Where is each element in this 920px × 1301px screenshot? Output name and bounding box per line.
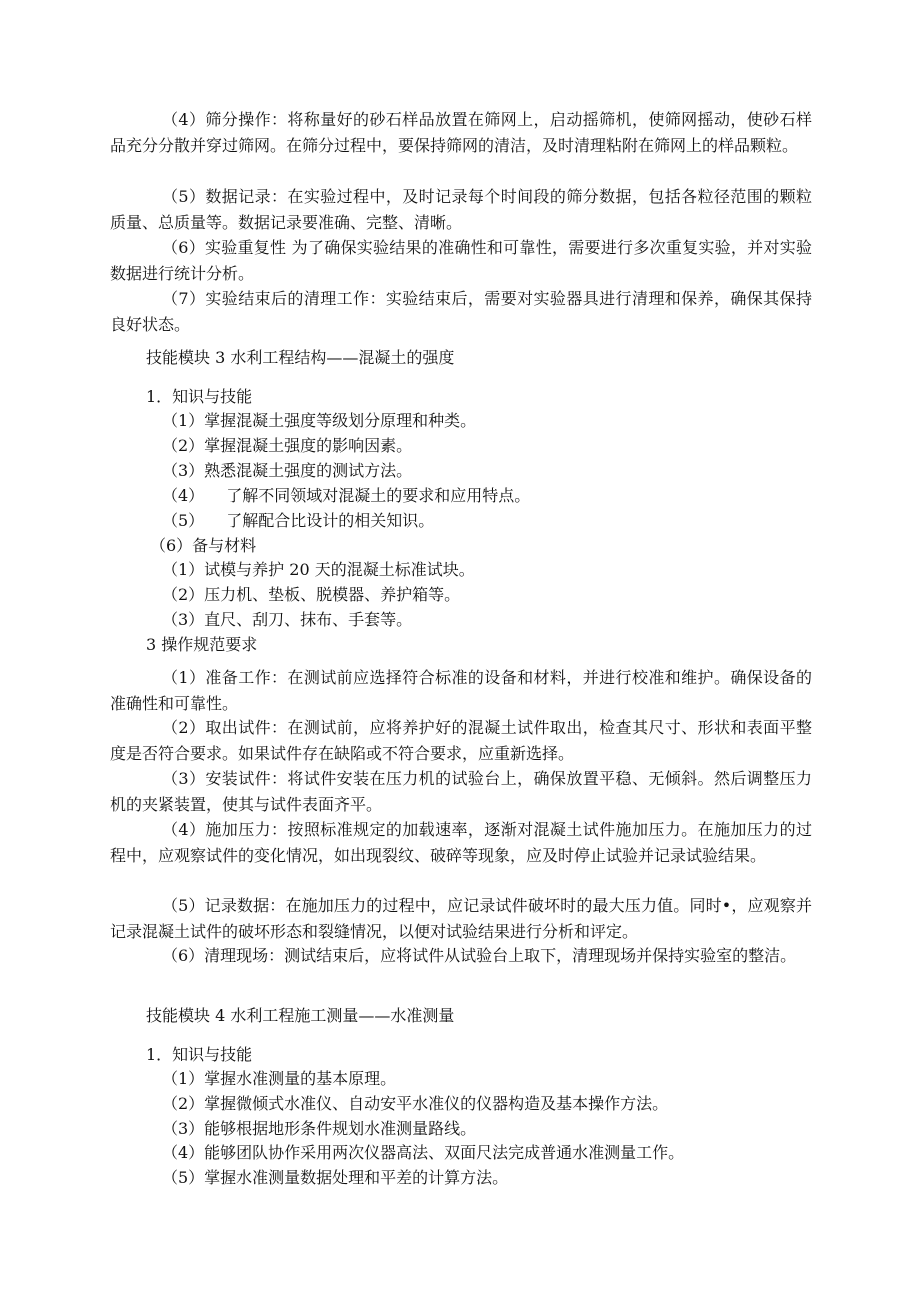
module4-title: 技能模块 4 水利工程施工测量——水准测量 (146, 1006, 455, 1025)
module3-knowledge-2: （2）掌握混凝土强度的影响因素。 (162, 436, 413, 455)
module3-op-6: （6）清理现场：测试结束后，应将试件从试验台上取下，清理现场并保持实验室的整洁。 (162, 946, 797, 965)
module4-knowledge-2: （2）掌握微倾式水准仪、自动安平水准仪的仪器构造及基本操作方法。 (162, 1094, 669, 1113)
module3-material-2: （2）压力机、垫板、脱模器、养护箱等。 (162, 585, 461, 604)
module3-materials-heading: （6）备与材料 (150, 536, 257, 555)
module3-op-1: （1）准备工作：在测试前应选择符合标准的设备和材料，并进行校准和维护。确保设备的准确性和可靠性。 (110, 668, 812, 713)
module4-knowledge-1: （1）掌握水准测量的基本原理。 (162, 1069, 397, 1088)
sieve-item-6: （6）实验重复性 为了确保实验结果的准确性和可靠性，需要进行多次重复实验，并对实验数据进行统计分析。 (110, 238, 812, 283)
module3-op-5: （5）记录数据：在施加压力的过程中，应记录试件破坏时的最大压力值。同时•，应观察并记录混凝土试件的破坏形态和裂缝情况，以便对试验结果进行分析和评定。 (110, 896, 812, 941)
module3-op-2: （2）取出试件：在测试前，应将养护好的混凝土试件取出，检查其尺寸、形状和表面平整度是否符合要求。如果试件存在缺陷或不符合要求，应重新选择。 (110, 718, 812, 763)
module3-ops-heading: 3 操作规范要求 (146, 635, 258, 654)
module3-knowledge-heading: 1．知识与技能 (146, 387, 253, 406)
module3-title: 技能模块 3 水利工程结构——混凝土的强度 (146, 348, 455, 367)
module3-material-1: （1）试模与养护 20 天的混凝土标准试块。 (162, 560, 475, 579)
module3-knowledge-5-text: 了解配合比设计的相关知识。 (226, 511, 435, 530)
module3-knowledge-5 (162, 510, 434, 532)
module3-material-3: （3）直尺、刮刀、抹布、手套等。 (162, 610, 413, 629)
module3-op-3: （3）安装试件：将试件安装在压力机的试验台上，确保放置平稳、无倾斜。然后调整压力机的夹紧装置，使其与试件表面齐平。 (110, 769, 812, 814)
module3-knowledge-1: （1）掌握混凝土强度等级划分原理和种类。 (162, 411, 477, 430)
sieve-item-4: （4）筛分操作：将称量好的砂石样品放置在筛网上，启动摇筛机，使筛网摇动，使砂石样品充分分散并穿过筛网。在筛分过程中，要保持筛网的清洁，及时清理粘附在筛网上的样品颗粒。 (110, 110, 812, 155)
module4-knowledge-4: （4）能够团队协作采用两次仪器高法、双面尺法完成普通水准测量工作。 (162, 1143, 685, 1162)
module3-knowledge-3: （3）熟悉混凝土强度的测试方法。 (162, 461, 413, 480)
module3-knowledge-4-text: 了解不同领域对混凝土的要求和应用特点。 (226, 486, 531, 505)
sieve-item-5: （5）数据记录：在实验过程中，及时记录每个时间段的筛分数据，包括各粒径范围的颗粒质量、总质量等。数据记录要准确、完整、清晰。 (110, 187, 812, 232)
module3-op-4: （4）施加压力：按照标准规定的加载速率，逐渐对混凝土试件施加压力。在施加压力的过程中，应观察试件的变化情况，如出现裂纹、破碎等现象，应及时停止试验并记录试验结果。 (110, 820, 812, 865)
module3-knowledge-5-num: （5） (162, 511, 205, 530)
module4-knowledge-3: （3）能够根据地形条件规划水准测量路线。 (162, 1119, 477, 1138)
module4-knowledge-heading: 1．知识与技能 (146, 1045, 253, 1064)
module3-knowledge-4 (162, 485, 530, 507)
sieve-item-7: （7）实验结束后的清理工作：实验结束后，需要对实验器具进行清理和保养，确保其保持良好状态。 (110, 289, 812, 334)
module3-knowledge-4-num: （4） (162, 486, 205, 505)
module4-knowledge-5: （5）掌握水准测量数据处理和平差的计算方法。 (162, 1168, 509, 1187)
